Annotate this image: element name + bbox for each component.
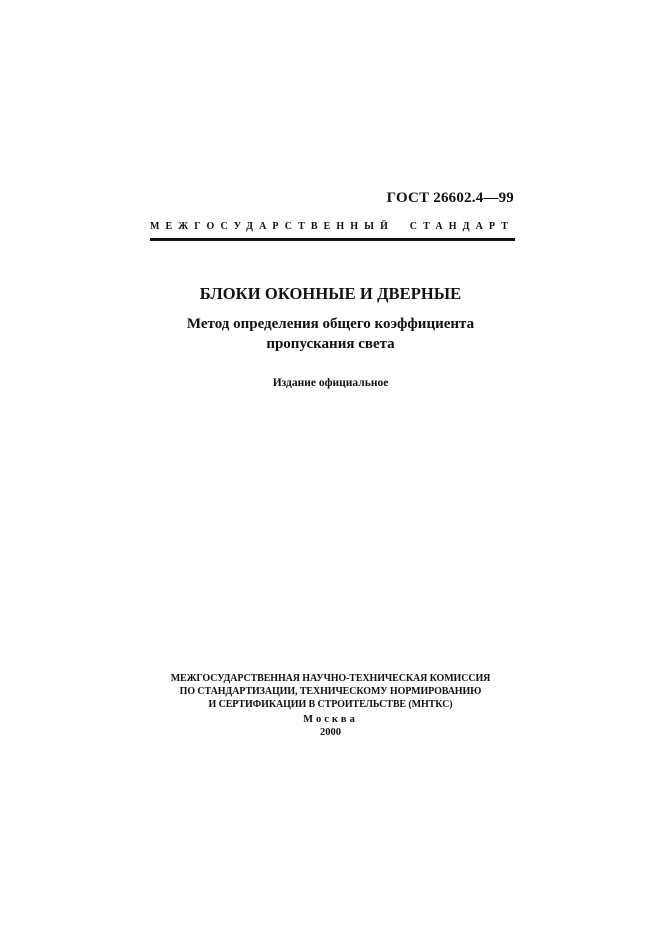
publisher-line-3: И СЕРТИФИКАЦИИ В СТРОИТЕЛЬСТВЕ (МНТКС) [208, 699, 453, 710]
edition-note: Издание официальное [272, 377, 389, 389]
document-subtitle [0, 314, 661, 354]
publisher-line-1: МЕЖГОСУДАРСТВЕННАЯ НАУЧНО-ТЕХНИЧЕСКАЯ КОМИССИЯ [170, 673, 491, 684]
publisher-line-2: ПО СТАНДАРТИЗАЦИИ, ТЕХНИЧЕСКОМУ НОРМИРОВАНИЮ [179, 686, 482, 697]
publication-year: 2000 [320, 727, 341, 738]
header-rule [150, 238, 515, 241]
publisher-block [0, 672, 661, 711]
standard-type-label [150, 221, 514, 232]
subtitle-line-1: Метод определения общего коэффициента [186, 316, 475, 332]
gost-number: ГОСТ 26602.4—99 [386, 190, 514, 206]
publication-city: Москва [303, 714, 358, 725]
standard-type-word-1: МЕЖГОСУДАРСТВЕННЫЙ [150, 221, 394, 232]
standard-type-word-2: СТАНДАРТ [409, 221, 514, 232]
subtitle-line-2: пропускания света [266, 336, 395, 352]
document-title: БЛОКИ ОКОННЫЕ И ДВЕРНЫЕ [199, 284, 462, 303]
